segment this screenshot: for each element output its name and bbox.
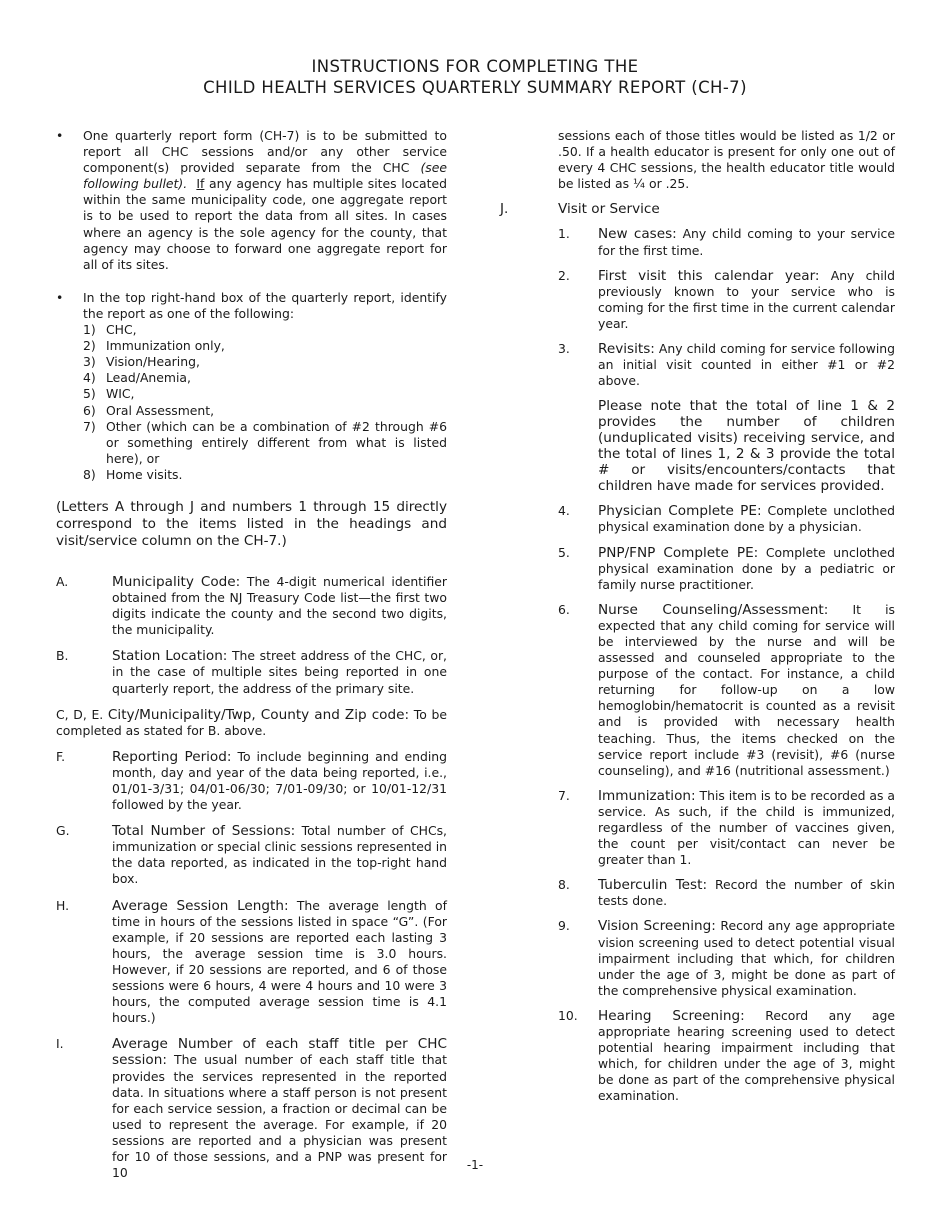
visit-item-heading: PNP/FNP Complete PE:: [598, 544, 759, 561]
bullet1-text-a: One quarterly report form (CH-7) is to be submitted to report all CHC sessions and/or any other service component(s) provided separate from the CHC: [83, 128, 447, 176]
report-type-item: [83, 354, 447, 370]
section-h: [56, 898, 447, 1027]
visit-item-heading: First visit this calendar year:: [598, 267, 820, 284]
visit-item-number: 2.: [558, 267, 570, 283]
report-type-item: [83, 370, 447, 386]
visit-item-body: Any child coming for service following an initial visit counted in either #1 or #2 above.: [598, 341, 895, 389]
report-type-label: Vision/Hearing,: [106, 354, 200, 370]
bullet2-intro: In the top right-hand box of the quarterly report, identify the report as one of the following:: [83, 289, 447, 321]
visit-item-heading: Physician Complete PE:: [598, 503, 762, 520]
visit-item-heading: Vision Screening:: [598, 918, 716, 935]
report-type-label: Immunization only,: [106, 338, 225, 354]
visit-item: [500, 918, 895, 998]
visit-items-a: [500, 226, 895, 389]
visit-item: [500, 503, 895, 535]
section-heading: Municipality Code:: [112, 573, 241, 590]
visit-item-body: Record any age appropriate hearing screening used to detect potential hearing impairment including that which, for children under the age of 3, might be done as part of the comprehensive physical examination.: [598, 1007, 895, 1104]
visit-item-body: Record any age appropriate vision screening used to detect potential visual impairment including that which, for children under the age of 3, might be done as part of the comprehensive physical examination.: [598, 918, 895, 998]
section-body: Total number of CHCs, immunization or special clinic sessions represented in the data reported, as indicated in the top-right hand box.: [112, 823, 447, 887]
visit-item-body: Any child previously known to your service who is coming for the first time in the current calendar year.: [598, 267, 895, 331]
section-letter: F.: [56, 748, 66, 764]
section-body: To include beginning and ending month, day and year of the data being reported, i.e., 01/01-3/31; 04/01-06/30; 7/01-09/30; or 10/01-12/31 followed by the year.: [112, 748, 448, 813]
section-body: The street address of the CHC, or, in the case of multiple sites being reported in one quarterly report, the address of the primary site.: [112, 648, 447, 696]
visit-item-number: 8.: [558, 877, 570, 893]
visit-item-heading: New cases:: [598, 226, 677, 243]
visit-item-body: It is expected that any child coming for service will be interviewed by the nurse and will be assessed and counseled appropriate to the purpose of the contact. For instance, a child returning for follow-up on a low hemoglobin/hematocrit is counted as a revisit and is provided with necessary health teaching. Thus, the items checked on the service report include #3 (revisit), #6 (nurse counseling), and #16 (nutritional assessment.): [598, 601, 895, 778]
bullet1-italic: (see following bullet).: [83, 160, 447, 192]
title-line-1: INSTRUCTIONS FOR COMPLETING THE: [311, 57, 639, 76]
report-type-number: 1): [83, 322, 96, 338]
report-type-label: WIC,: [106, 386, 135, 402]
visit-item-number: 3.: [558, 341, 570, 357]
visit-item-number: 10.: [558, 1007, 578, 1023]
report-type-item: [83, 403, 447, 419]
section-letter: H.: [56, 897, 70, 913]
visit-item-body: Complete unclothed physical examination done by a physician.: [598, 503, 895, 535]
section-heading: Reporting Period:: [112, 748, 232, 765]
report-type-number: 4): [83, 370, 96, 386]
visit-item: [500, 877, 895, 909]
report-type-list: [83, 322, 447, 483]
report-type-label: Other (which can be a combination of #2 through #6 or something entirely different from what is listed here), or: [106, 418, 447, 466]
bullet-icon: •: [56, 128, 64, 143]
visit-item: [500, 1008, 895, 1105]
title-line-2: CHILD HEALTH SERVICES QUARTERLY SUMMARY REPORT (CH-7): [203, 78, 747, 97]
section-body: The usual number of each staff title that provides the services represented in the reported data. In situations where a staff person is not present for each service session, a fraction or decimal can be used to represent the average. For example, if 20 sessions are reported and a physician was present for 10 of those sessions, and a PNP was present for 10: [112, 1052, 447, 1181]
section-heading: Average Session Length:: [112, 897, 289, 914]
section-cde: [56, 707, 447, 739]
section-letter: I.: [56, 1036, 64, 1052]
letters-note: (Letters A through J and numbers 1 through 15 directly correspond to the items listed in the headings and visit/service column on the CH-7.): [56, 498, 447, 549]
section-letter: G.: [56, 823, 70, 839]
visit-item-number: 6.: [558, 601, 570, 617]
section-b: [56, 648, 447, 696]
section-body: The 4-digit numerical identifier obtained from the NJ Treasury Code list—the first two digits indicate the county and the second two digits, the municipality.: [112, 573, 447, 638]
section-heading: Visit or Service: [558, 201, 660, 218]
section-letter: J.: [500, 201, 509, 218]
section-heading: Total Number of Sessions:: [112, 823, 296, 840]
visit-item-number: 7.: [558, 787, 570, 803]
visit-item-body: Record the number of skin tests done.: [598, 877, 895, 909]
visit-item-heading: Immunization:: [598, 787, 696, 804]
report-type-number: 8): [83, 466, 96, 482]
report-type-label: Oral Assessment,: [106, 402, 215, 418]
bullet-quarterly-report: [56, 128, 447, 273]
report-type-item: [83, 338, 447, 354]
report-type-number: 3): [83, 354, 96, 370]
report-type-item: [83, 467, 447, 483]
visit-item-heading: Revisits:: [598, 341, 655, 358]
right-column: [500, 128, 895, 1105]
section-letter: C, D, E.: [56, 706, 104, 722]
visit-item-number: 5.: [558, 544, 570, 560]
totals-note: Please note that the total of line 1 & 2 provides the number of children (unduplicated visits) receiving service, and the total of lines 1, 2 & 3 provide the total # or visits/encounters/contacts that children have made for services provided.: [598, 398, 895, 495]
section-heading: Average Number of each staff title per CHC session:: [112, 1036, 447, 1069]
report-type-item: [83, 322, 447, 338]
section-j: [500, 201, 895, 217]
section-body: To be completed as stated for B. above.: [56, 706, 447, 738]
report-type-number: 7): [83, 418, 96, 434]
continuation-text: sessions each of those titles would be listed as 1/2 or .50. If a health educator is present for only one out of every 4 CHC sessions, the health educator title would be listed as ¼ or .25.: [558, 128, 895, 192]
left-column: [56, 128, 447, 1181]
visit-item: [500, 268, 895, 332]
visit-item: [500, 341, 895, 389]
document-title: [0, 56, 950, 98]
report-type-number: 6): [83, 402, 96, 418]
visit-item-heading: Tuberculin Test:: [598, 877, 708, 894]
visit-items-b: [500, 503, 895, 1104]
visit-item-heading: Hearing Screening:: [598, 1007, 745, 1024]
visit-item-body: Any child coming to your service for the first time.: [598, 226, 895, 258]
bullet1-text-b: any agency has multiple sites located within the same municipality code, one aggregate report is to be used to report the data from all sites. In cases where an agency is the sole agency for the county, that agency may choose to forward one aggregate report for all of its sites.: [83, 176, 447, 272]
report-type-number: 2): [83, 338, 96, 354]
section-heading: City/Municipality/Twp, County and Zip code:: [107, 706, 410, 723]
visit-item: [500, 602, 895, 779]
report-type-label: Lead/Anemia,: [106, 370, 191, 386]
report-type-number: 5): [83, 386, 96, 402]
visit-item: [500, 788, 895, 868]
section-g: [56, 823, 447, 887]
visit-item-number: 1.: [558, 226, 570, 242]
bullet-icon: •: [56, 289, 64, 305]
visit-item-number: 4.: [558, 503, 570, 519]
visit-item-heading: Nurse Counseling/Assessment:: [598, 601, 829, 618]
report-type-item: [83, 386, 447, 402]
visit-item-body: Complete unclothed physical examination done by a pediatric or family nurse practitioner.: [598, 544, 895, 592]
section-body: The average length of time in hours of the sessions listed in space “G”. (For example, if 20 sessions are reported each lasting 3 hours, the average session time is 3.0 hours. However, if 20 sessions are reported, and 6 of those sessions were 6 hours, 4 were 4 hours and 10 were 3 hours, the computed average session time is 4.1 hours.): [112, 897, 447, 1026]
section-letter: A.: [56, 573, 69, 589]
report-type-label: CHC,: [106, 322, 137, 338]
section-heading: Station Location:: [112, 648, 228, 665]
section-letter: B.: [56, 648, 69, 664]
visit-item-number: 9.: [558, 918, 570, 934]
report-type-item: [83, 419, 447, 467]
visit-item: [500, 226, 895, 258]
page-number: -1-: [466, 1158, 484, 1172]
bullet-report-type: [56, 290, 447, 483]
visit-item-body: This item is to be recorded as a service. As such, if the child is immunized, regardless of the number of vaccines given, the count per visit/contact can never be greater than 1.: [598, 787, 895, 868]
section-a: [56, 574, 447, 638]
section-f: [56, 749, 447, 813]
left-sections: [56, 574, 447, 1181]
visit-item: [500, 545, 895, 593]
report-type-label: Home visits.: [106, 466, 183, 482]
bullet1-if: If: [196, 176, 205, 192]
